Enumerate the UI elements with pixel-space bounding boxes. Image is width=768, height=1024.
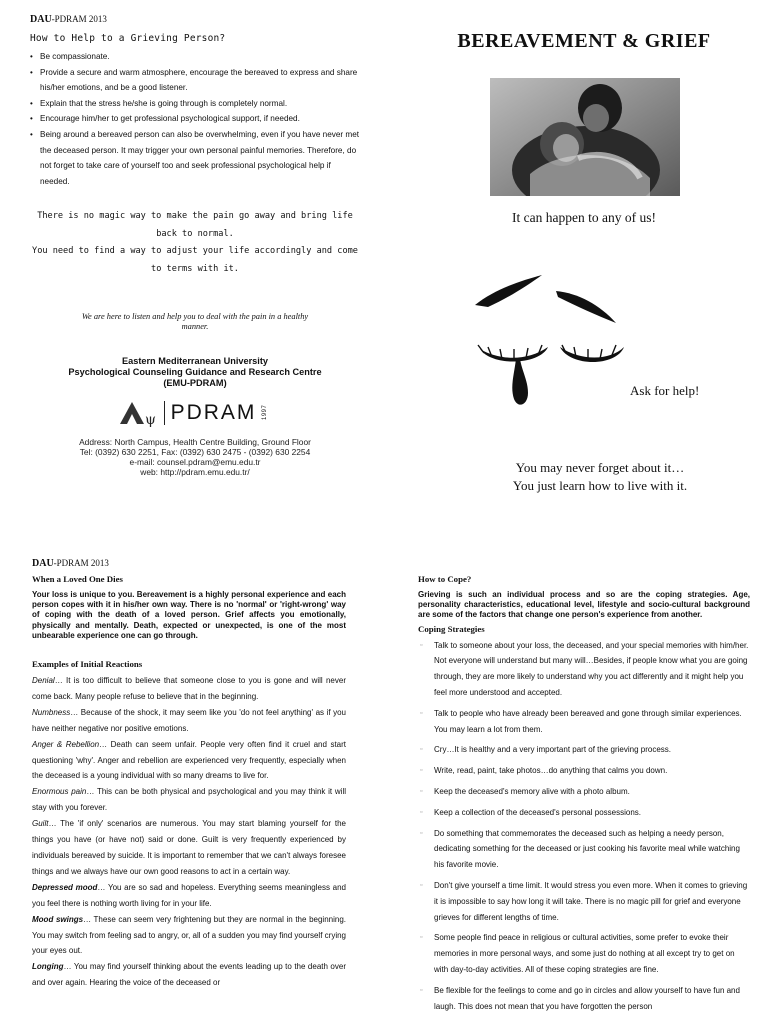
organization-name: Eastern Mediterranean University Psychological Counseling Guidance and Research Centre (EMU-PDRAM) bbox=[68, 356, 322, 389]
reactions-list bbox=[32, 673, 346, 991]
page-header: DAU-PDRAM 2013 bbox=[30, 14, 107, 25]
crying-face-icon bbox=[470, 275, 630, 415]
list-item: ▫ Be flexible for the feelings to come and go in circles and allow yourself to have fun and laugh. This does not mean that you have forgotten the person bbox=[418, 983, 750, 1015]
list-item: ▫ Write, read, paint, take photos…do anything that calms you down. bbox=[418, 763, 750, 779]
strategies-title: Coping Strategies bbox=[418, 623, 485, 634]
how-to-cope-panel bbox=[418, 574, 750, 1019]
list-item: Denial… It is too difficult to believe that someone close to you is gone and will never come back. Many people refuse to believe that in the beginning. bbox=[32, 676, 346, 701]
help-grieving-panel bbox=[30, 14, 360, 477]
list-item: • Being around a bereaved person can also be overwhelming, even if you have never met the deceased person. It may trigger your own personal painful memories. Therefore, do not forget to take care of yourself too and seek professional psychological help if needed. bbox=[30, 127, 360, 189]
list-item: Longing… You may find yourself thinking about the events leading up to the death over and over again. Hearing the voice of the deceased or bbox=[32, 962, 346, 988]
list-item: • Explain that the stress he/she is going through is completely normal. bbox=[30, 96, 360, 112]
logo-text: PDRAM bbox=[170, 401, 257, 425]
list-item: • Provide a secure and warm atmosphere, encourage the bereaved to express and share his/her emotions, and be a good listener. bbox=[30, 65, 360, 96]
magic-way-quote: There is no magic way to make the pain go away and bring life back to normal. You need to find a way to adjust your life accordingly and come to terms with it. bbox=[32, 211, 358, 274]
list-item: ▫ Some people find peace in religious or cultural activities, some prefer to evoke their memories in more personal ways, and some just do nothing at all except try to get on with day-to-day activities. All of these coping strategies are fine. bbox=[418, 930, 750, 977]
ask-for-help-text: Ask for help! bbox=[630, 383, 700, 398]
logo-divider bbox=[164, 401, 165, 425]
section-title: When a Loved One Dies bbox=[32, 574, 123, 584]
contact-info: Address: North Campus, Health Centre Building, Ground Floor Tel: (0392) 630 2251, Fax: (0392) 630 2475 - (0392) 630 2254 e-mail: counsel.pdram@emu.edu.tr web: http://pdram.emu.edu.tr/ bbox=[79, 437, 311, 478]
list-item: ▫ Don't give yourself a time limit. It would stress you even more. When it comes to grieving it is impossible to say how long it will take. There is no magic pill for grief and everyone grieves for different lengths of time. bbox=[418, 878, 750, 925]
list-item: • Encourage him/her to get professional psychological support, if needed. bbox=[30, 111, 360, 127]
list-item: ▫ Keep the deceased's memory alive with a photo album. bbox=[418, 784, 750, 800]
list-item: ▫ Keep a collection of the deceased's personal possessions. bbox=[418, 805, 750, 821]
list-item: ▫ Cry…It is healthy and a very important part of the grieving process. bbox=[418, 742, 750, 758]
hugging-couple-photo bbox=[490, 78, 680, 196]
page-header: DAU-PDRAM 2013 bbox=[32, 558, 109, 569]
list-item: • Be compassionate. bbox=[30, 49, 360, 65]
examples-title: Examples of Initial Reactions bbox=[32, 659, 143, 670]
strategies-list bbox=[418, 638, 750, 1015]
closing-quote: You may never forget about it… You just learn how to live with it. bbox=[512, 460, 688, 493]
logo-year: 1997 bbox=[262, 404, 269, 421]
help-heading: How to Help to a Grieving Person? bbox=[30, 33, 226, 44]
intro-paragraph: Grieving is such an individual process and so are the coping strategies. Age, personality characteristics, educational level, lifestyle and socio-cultural background are some of the factors that change one person's experience from another. bbox=[418, 590, 750, 620]
tagline: It can happen to any of us! bbox=[512, 210, 656, 225]
list-item: Mood swings… These can seem very frightening but they are normal in the beginning. You may switch from feeling sad to angry, or, all of a sudden you may find yourself crying your eyes out. bbox=[32, 914, 346, 956]
intro-paragraph: Your loss is unique to you. Bereavement is a highly personal experience and each person copes with it in his/her own way. There is no 'normal' or 'right-wrong' way of coping with the death of a loved person. Grief affects you emotionally, physically and mentally. Death, expected or unexpected, is one of the most unbearable experience one can go through. bbox=[32, 590, 346, 640]
list-item: Guilt… The 'if only' scenarios are numerous. You may start blaming yourself for the things you have (or have not) said or done. Guilt is very frequently experienced by individuals bereaved by suicide. It is important to remember that we can't always foresee things and we always have our own good reasons to act in a certain way. bbox=[32, 819, 346, 876]
emu-logo-icon bbox=[118, 398, 158, 428]
list-item: Numbness… Because of the shock, it may seem like you 'do not feel anything' as if you have neither negative nor positive emotions. bbox=[32, 707, 346, 733]
loved-one-dies-panel bbox=[32, 558, 346, 991]
cover-title: BEREAVEMENT & GRIEF bbox=[457, 30, 711, 52]
list-item: Enormous pain… This can be both physical and psychological and you may think it will stay with you forever. bbox=[32, 787, 347, 813]
pdram-logo bbox=[30, 397, 360, 429]
section-title: How to Cope? bbox=[418, 574, 472, 584]
list-item: ▫ Do something that commemorates the deceased such as helping a needy person, dedicating something for the deceased or just cooking his favorite meal while watching his favorite movie. bbox=[418, 826, 750, 873]
cover-panel bbox=[430, 30, 738, 510]
list-item: ▫ Talk to someone about your loss, the deceased, and your special memories with him/her. Not everyone will understand but many will…Besides, if people know what you are going through, they are more likely to understand why you act differently and it might help you feel more understood and accepted. bbox=[418, 638, 750, 701]
list-item: Depressed mood… You are so sad and hopeless. Everything seems meaningless and you feel there is nothing worth living for in your life. bbox=[32, 882, 346, 908]
list-item: ▫ Talk to people who have already been bereaved and gone through similar experiences. You may learn a lot from them. bbox=[418, 706, 750, 738]
svg-text:ψ: ψ bbox=[144, 412, 156, 429]
listen-quote: We are here to listen and help you to deal with the pain in a healthy manner. bbox=[81, 312, 309, 332]
list-item: Anger & Rebellion… Death can seem unfair. People very often find it cruel and start questioning 'why'. Anger and rebellion are experienced very frequently, especially when the deceased is a young individual with so many dreams to live for. bbox=[32, 739, 347, 781]
help-bullet-list bbox=[30, 49, 360, 189]
